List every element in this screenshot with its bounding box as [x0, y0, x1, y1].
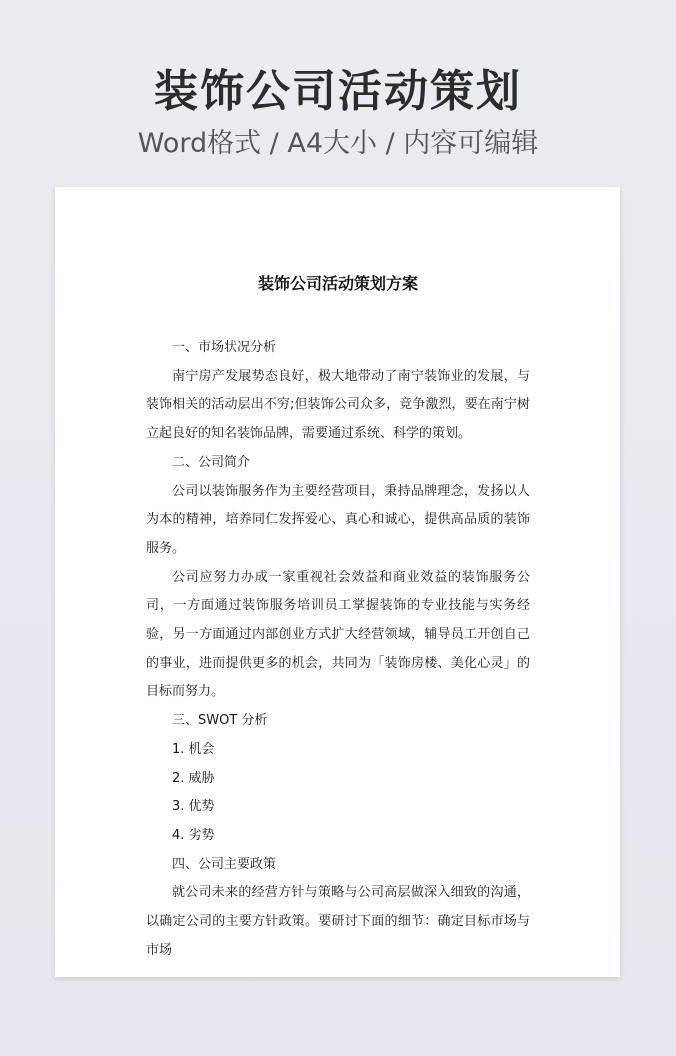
paragraph-company-2: 公司应努力办成一家重视社会效益和商业效益的装饰服务公司，一方面通过装饰服务培训员工掌握装饰的专业技能与实务经验，另一方面通过内部创业方式扩大经营领域，辅导员工开创自己的事业，进而提供更多的机会，共同为「装饰房楼、美化心灵」的目标而努力。: [146, 569, 530, 700]
swot-item-opportunity: 1. 机会: [172, 741, 215, 757]
section-heading-company: 二、公司简介: [172, 454, 251, 470]
banner: [0, 62, 676, 164]
banner-subtitle: Word格式 / A4大小 / 内容可编辑: [137, 128, 539, 159]
swot-item-threat: 2. 威胁: [172, 770, 215, 786]
document-body: [146, 334, 530, 965]
document-title: 装饰公司活动策划方案: [257, 274, 418, 293]
banner-title: 装饰公司活动策划: [154, 66, 522, 117]
section-heading-policy: 四、公司主要政策: [172, 856, 277, 872]
paragraph-policy: 就公司未来的经营方针与策略与公司高层做深入细致的沟通，以确定公司的主要方针政策。要研讨下面的细节：确定目标市场与市场: [146, 885, 530, 958]
paragraph-market: 南宁房产发展势态良好，极大地带动了南宁装饰业的发展，与装饰相关的活动层出不穷;但装饰公司众多，竞争激烈，要在南宁树立起良好的知名装饰品牌，需要通过系统、科学的策划。: [146, 368, 530, 442]
paragraph-company-1: 公司以装饰服务作为主要经营项目，秉持品牌理念，发扬以人为本的精神，培养同仁发挥爱心、真心和诚心，提供高品质的装饰服务。: [146, 483, 530, 556]
section-heading-swot: 三、SWOT 分析: [172, 713, 268, 729]
section-heading-market: 一、市场状况分析: [172, 340, 277, 355]
swot-item-strength: 3. 优势: [172, 799, 215, 815]
swot-item-weakness: 4. 劣势: [172, 827, 215, 843]
